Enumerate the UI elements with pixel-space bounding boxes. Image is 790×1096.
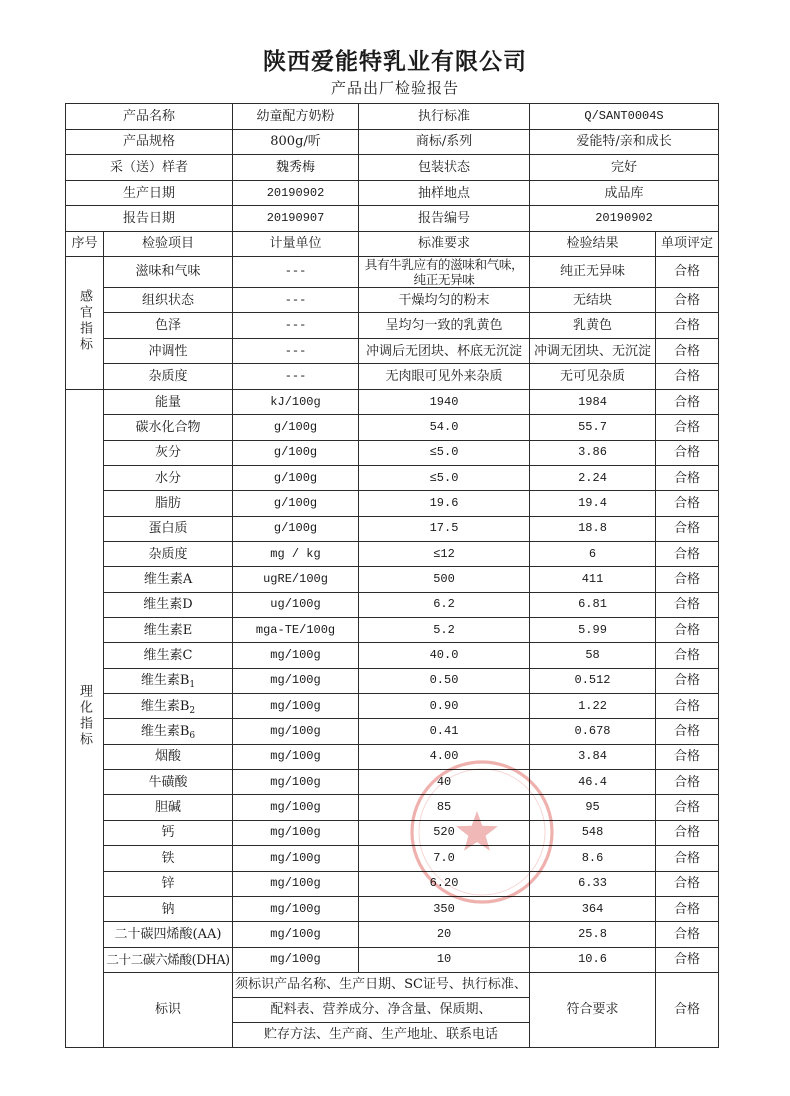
result: 0.678 — [530, 719, 656, 744]
item-name: 钙 — [104, 820, 233, 845]
table-row — [66, 947, 719, 972]
col-header-unit: 计量单位 — [233, 231, 359, 256]
unit: mga-TE/100g — [233, 618, 359, 643]
table-row — [66, 491, 719, 516]
unit: mg/100g — [233, 947, 359, 972]
info-value: 魏秀梅 — [233, 155, 359, 181]
verdict: 合格 — [656, 567, 719, 592]
standard: 5.2 — [359, 618, 530, 643]
standard: 40.0 — [359, 643, 530, 668]
standard: 350 — [359, 896, 530, 921]
info-label: 报告日期 — [66, 206, 233, 232]
table-row — [66, 795, 719, 820]
item-name — [104, 668, 233, 693]
table-row — [66, 364, 719, 390]
item-name: 维生素A — [104, 567, 233, 592]
info-label: 采（送）样者 — [66, 155, 233, 181]
unit: --- — [233, 364, 359, 390]
item-name: 脂肪 — [104, 491, 233, 516]
col-header-result: 检验结果 — [530, 231, 656, 256]
info-value: 20190902 — [233, 180, 359, 206]
item-name — [104, 719, 233, 744]
item-name: 色泽 — [104, 313, 233, 339]
verdict: 合格 — [656, 491, 719, 516]
result: 2.24 — [530, 466, 656, 491]
item-name-text: 维生素B — [140, 673, 190, 689]
table-row — [66, 287, 719, 313]
unit: mg/100g — [233, 922, 359, 947]
info-label: 抽样地点 — [359, 180, 530, 206]
group-cell-sensory — [66, 256, 104, 389]
unit: mg/100g — [233, 744, 359, 769]
standard: 7.0 — [359, 846, 530, 871]
standard: 19.6 — [359, 491, 530, 516]
item-name: 维生素C — [104, 643, 233, 668]
table-row — [66, 516, 719, 541]
item-name: 锌 — [104, 871, 233, 896]
standard: 0.41 — [359, 719, 530, 744]
unit: g/100g — [233, 440, 359, 465]
item-name: 维生素D — [104, 592, 233, 617]
verdict: 合格 — [656, 466, 719, 491]
item-name: 杂质度 — [104, 542, 233, 567]
result: 55.7 — [530, 415, 656, 440]
info-value: 20190902 — [530, 206, 719, 232]
item-name: 标识 — [104, 972, 233, 1047]
standard: 6.2 — [359, 592, 530, 617]
verdict: 合格 — [656, 820, 719, 845]
unit: ugRE/100g — [233, 567, 359, 592]
standard: ≤12 — [359, 542, 530, 567]
info-row — [66, 104, 719, 130]
standard: 54.0 — [359, 415, 530, 440]
unit: kJ/100g — [233, 389, 359, 414]
company-title: 陕西爱能特乳业有限公司 — [263, 48, 527, 75]
verdict: 合格 — [656, 592, 719, 617]
info-value: 800g/听 — [233, 129, 359, 155]
result: 364 — [530, 896, 656, 921]
info-value: 幼童配方奶粉 — [233, 104, 359, 130]
item-name: 二十碳四烯酸(AA) — [104, 922, 233, 947]
standard-line: 具有牛乳应有的滋味和气味， — [364, 256, 524, 272]
unit: mg/100g — [233, 795, 359, 820]
info-label: 产品名称 — [66, 104, 233, 130]
table-row — [66, 744, 719, 769]
verdict: 合格 — [656, 440, 719, 465]
info-row — [66, 180, 719, 206]
result: 18.8 — [530, 516, 656, 541]
standard: 0.50 — [359, 668, 530, 693]
table-row — [66, 542, 719, 567]
result: 1984 — [530, 389, 656, 414]
result: 6.33 — [530, 871, 656, 896]
result: 6.81 — [530, 592, 656, 617]
item-subscript: 2 — [189, 705, 196, 716]
unit: mg/100g — [233, 896, 359, 921]
table-row — [66, 567, 719, 592]
info-label: 包装状态 — [359, 155, 530, 181]
table-row — [66, 694, 719, 719]
verdict: 合格 — [656, 668, 719, 693]
item-subscript: 1 — [189, 680, 196, 691]
item-name-text: 维生素B — [140, 698, 190, 714]
table-row — [66, 313, 719, 339]
item-name: 能量 — [104, 389, 233, 414]
info-row — [66, 206, 719, 232]
info-value: Q/SANT0004S — [530, 104, 719, 130]
col-header-verdict: 单项评定 — [656, 231, 719, 256]
info-row — [66, 155, 719, 181]
unit: mg/100g — [233, 668, 359, 693]
info-row — [66, 129, 719, 155]
item-name: 钠 — [104, 896, 233, 921]
item-name-text: 维生素B — [140, 724, 190, 740]
standard: 20 — [359, 922, 530, 947]
verdict: 合格 — [656, 516, 719, 541]
result: 8.6 — [530, 846, 656, 871]
standard: ≤5.0 — [359, 440, 530, 465]
item-subscript: 6 — [189, 731, 196, 742]
result: 乳黄色 — [530, 313, 656, 339]
standard: 10 — [359, 947, 530, 972]
info-value: 20190907 — [233, 206, 359, 232]
verdict: 合格 — [656, 896, 719, 921]
table-row — [66, 256, 719, 287]
column-header-row — [66, 231, 719, 256]
standard: 40 — [359, 770, 530, 795]
unit: g/100g — [233, 491, 359, 516]
verdict: 合格 — [656, 719, 719, 744]
standard: 冲调后无团块、杯底无沉淀 — [359, 338, 530, 364]
item-name — [104, 694, 233, 719]
verdict: 合格 — [656, 643, 719, 668]
group-label-sensory: 感官指标 — [77, 288, 92, 353]
info-label: 报告编号 — [359, 206, 530, 232]
table-row — [66, 415, 719, 440]
standard-line: 纯正无异味 — [413, 271, 475, 287]
result: 46.4 — [530, 770, 656, 795]
result: 6 — [530, 542, 656, 567]
standard: 干燥均匀的粉末 — [359, 287, 530, 313]
unit: ug/100g — [233, 592, 359, 617]
standard: 520 — [359, 820, 530, 845]
standard: 4.00 — [359, 744, 530, 769]
table-row — [66, 592, 719, 617]
item-name: 组织状态 — [104, 287, 233, 313]
verdict: 合格 — [656, 618, 719, 643]
result: 符合要求 — [530, 972, 656, 1047]
verdict: 合格 — [656, 770, 719, 795]
result: 1.22 — [530, 694, 656, 719]
unit: mg/100g — [233, 770, 359, 795]
result: 95 — [530, 795, 656, 820]
standard-line: 贮存方法、生产商、生产地址、联系电话 — [233, 1022, 530, 1047]
table-row — [66, 770, 719, 795]
verdict: 合格 — [656, 922, 719, 947]
unit: mg/100g — [233, 871, 359, 896]
result: 无结块 — [530, 287, 656, 313]
info-label: 生产日期 — [66, 180, 233, 206]
standard: 17.5 — [359, 516, 530, 541]
result: 无可见杂质 — [530, 364, 656, 390]
group-label-physchem: 理化指标 — [77, 684, 92, 749]
table-row — [66, 820, 719, 845]
result: 3.84 — [530, 744, 656, 769]
item-name: 冲调性 — [104, 338, 233, 364]
verdict: 合格 — [656, 256, 719, 287]
item-name: 灰分 — [104, 440, 233, 465]
unit: mg / kg — [233, 542, 359, 567]
unit: --- — [233, 287, 359, 313]
unit: mg/100g — [233, 643, 359, 668]
standard: 6.20 — [359, 871, 530, 896]
table-row — [66, 972, 719, 997]
result: 纯正无异味 — [530, 256, 656, 287]
table-row — [66, 668, 719, 693]
info-value: 成品库 — [530, 180, 719, 206]
verdict: 合格 — [656, 287, 719, 313]
col-header-item: 检验项目 — [104, 231, 233, 256]
item-name: 滋味和气味 — [104, 256, 233, 287]
col-header-standard: 标准要求 — [359, 231, 530, 256]
standard: 0.90 — [359, 694, 530, 719]
standard: 无肉眼可见外来杂质 — [359, 364, 530, 390]
result: 5.99 — [530, 618, 656, 643]
verdict: 合格 — [656, 846, 719, 871]
standard: 呈均匀一致的乳黄色 — [359, 313, 530, 339]
verdict: 合格 — [656, 313, 719, 339]
table-row — [66, 846, 719, 871]
table-row — [66, 643, 719, 668]
result: 25.8 — [530, 922, 656, 947]
verdict: 合格 — [656, 871, 719, 896]
result: 0.512 — [530, 668, 656, 693]
col-header-no: 序号 — [66, 231, 104, 256]
table-row — [66, 618, 719, 643]
verdict: 合格 — [656, 338, 719, 364]
result: 548 — [530, 820, 656, 845]
unit: mg/100g — [233, 719, 359, 744]
item-name: 碳水化合物 — [104, 415, 233, 440]
unit: mg/100g — [233, 694, 359, 719]
item-name: 二十二碳六烯酸(DHA) — [104, 947, 233, 972]
unit: g/100g — [233, 516, 359, 541]
info-label: 商标/系列 — [359, 129, 530, 155]
table-row — [66, 922, 719, 947]
item-name: 维生素E — [104, 618, 233, 643]
result: 10.6 — [530, 947, 656, 972]
standard — [359, 256, 530, 287]
verdict: 合格 — [656, 542, 719, 567]
verdict: 合格 — [656, 364, 719, 390]
unit: g/100g — [233, 466, 359, 491]
info-value: 完好 — [530, 155, 719, 181]
unit: mg/100g — [233, 820, 359, 845]
inspection-report-table — [65, 103, 719, 1048]
verdict: 合格 — [656, 389, 719, 414]
result: 3.86 — [530, 440, 656, 465]
verdict: 合格 — [656, 795, 719, 820]
info-label: 产品规格 — [66, 129, 233, 155]
info-value: 爱能特/亲和成长 — [530, 129, 719, 155]
unit: --- — [233, 256, 359, 287]
verdict: 合格 — [656, 415, 719, 440]
standard: 85 — [359, 795, 530, 820]
table-row — [66, 871, 719, 896]
info-label: 执行标准 — [359, 104, 530, 130]
table-row — [66, 896, 719, 921]
unit: --- — [233, 338, 359, 364]
table-row — [66, 719, 719, 744]
standard: ≤5.0 — [359, 466, 530, 491]
table-row — [66, 389, 719, 414]
standard-line: 须标识产品名称、生产日期、SC证号、执行标准、 — [233, 972, 530, 997]
item-name: 水分 — [104, 466, 233, 491]
item-name: 胆碱 — [104, 795, 233, 820]
item-name: 蛋白质 — [104, 516, 233, 541]
unit: g/100g — [233, 415, 359, 440]
verdict: 合格 — [656, 947, 719, 972]
item-name: 杂质度 — [104, 364, 233, 390]
item-name: 铁 — [104, 846, 233, 871]
item-name: 牛磺酸 — [104, 770, 233, 795]
verdict: 合格 — [656, 744, 719, 769]
result: 19.4 — [530, 491, 656, 516]
table-row — [66, 338, 719, 364]
verdict: 合格 — [656, 694, 719, 719]
standard: 500 — [359, 567, 530, 592]
group-cell-physchem — [66, 389, 104, 1047]
item-name: 烟酸 — [104, 744, 233, 769]
unit: --- — [233, 313, 359, 339]
verdict: 合格 — [656, 972, 719, 1047]
result: 冲调无团块、无沉淀 — [530, 338, 656, 364]
standard-line: 配料表、营养成分、净含量、保质期、 — [233, 997, 530, 1022]
standard: 1940 — [359, 389, 530, 414]
table-row — [66, 440, 719, 465]
result: 411 — [530, 567, 656, 592]
result: 58 — [530, 643, 656, 668]
unit: mg/100g — [233, 846, 359, 871]
report-title: 产品出厂检验报告 — [330, 79, 459, 97]
table-row — [66, 466, 719, 491]
